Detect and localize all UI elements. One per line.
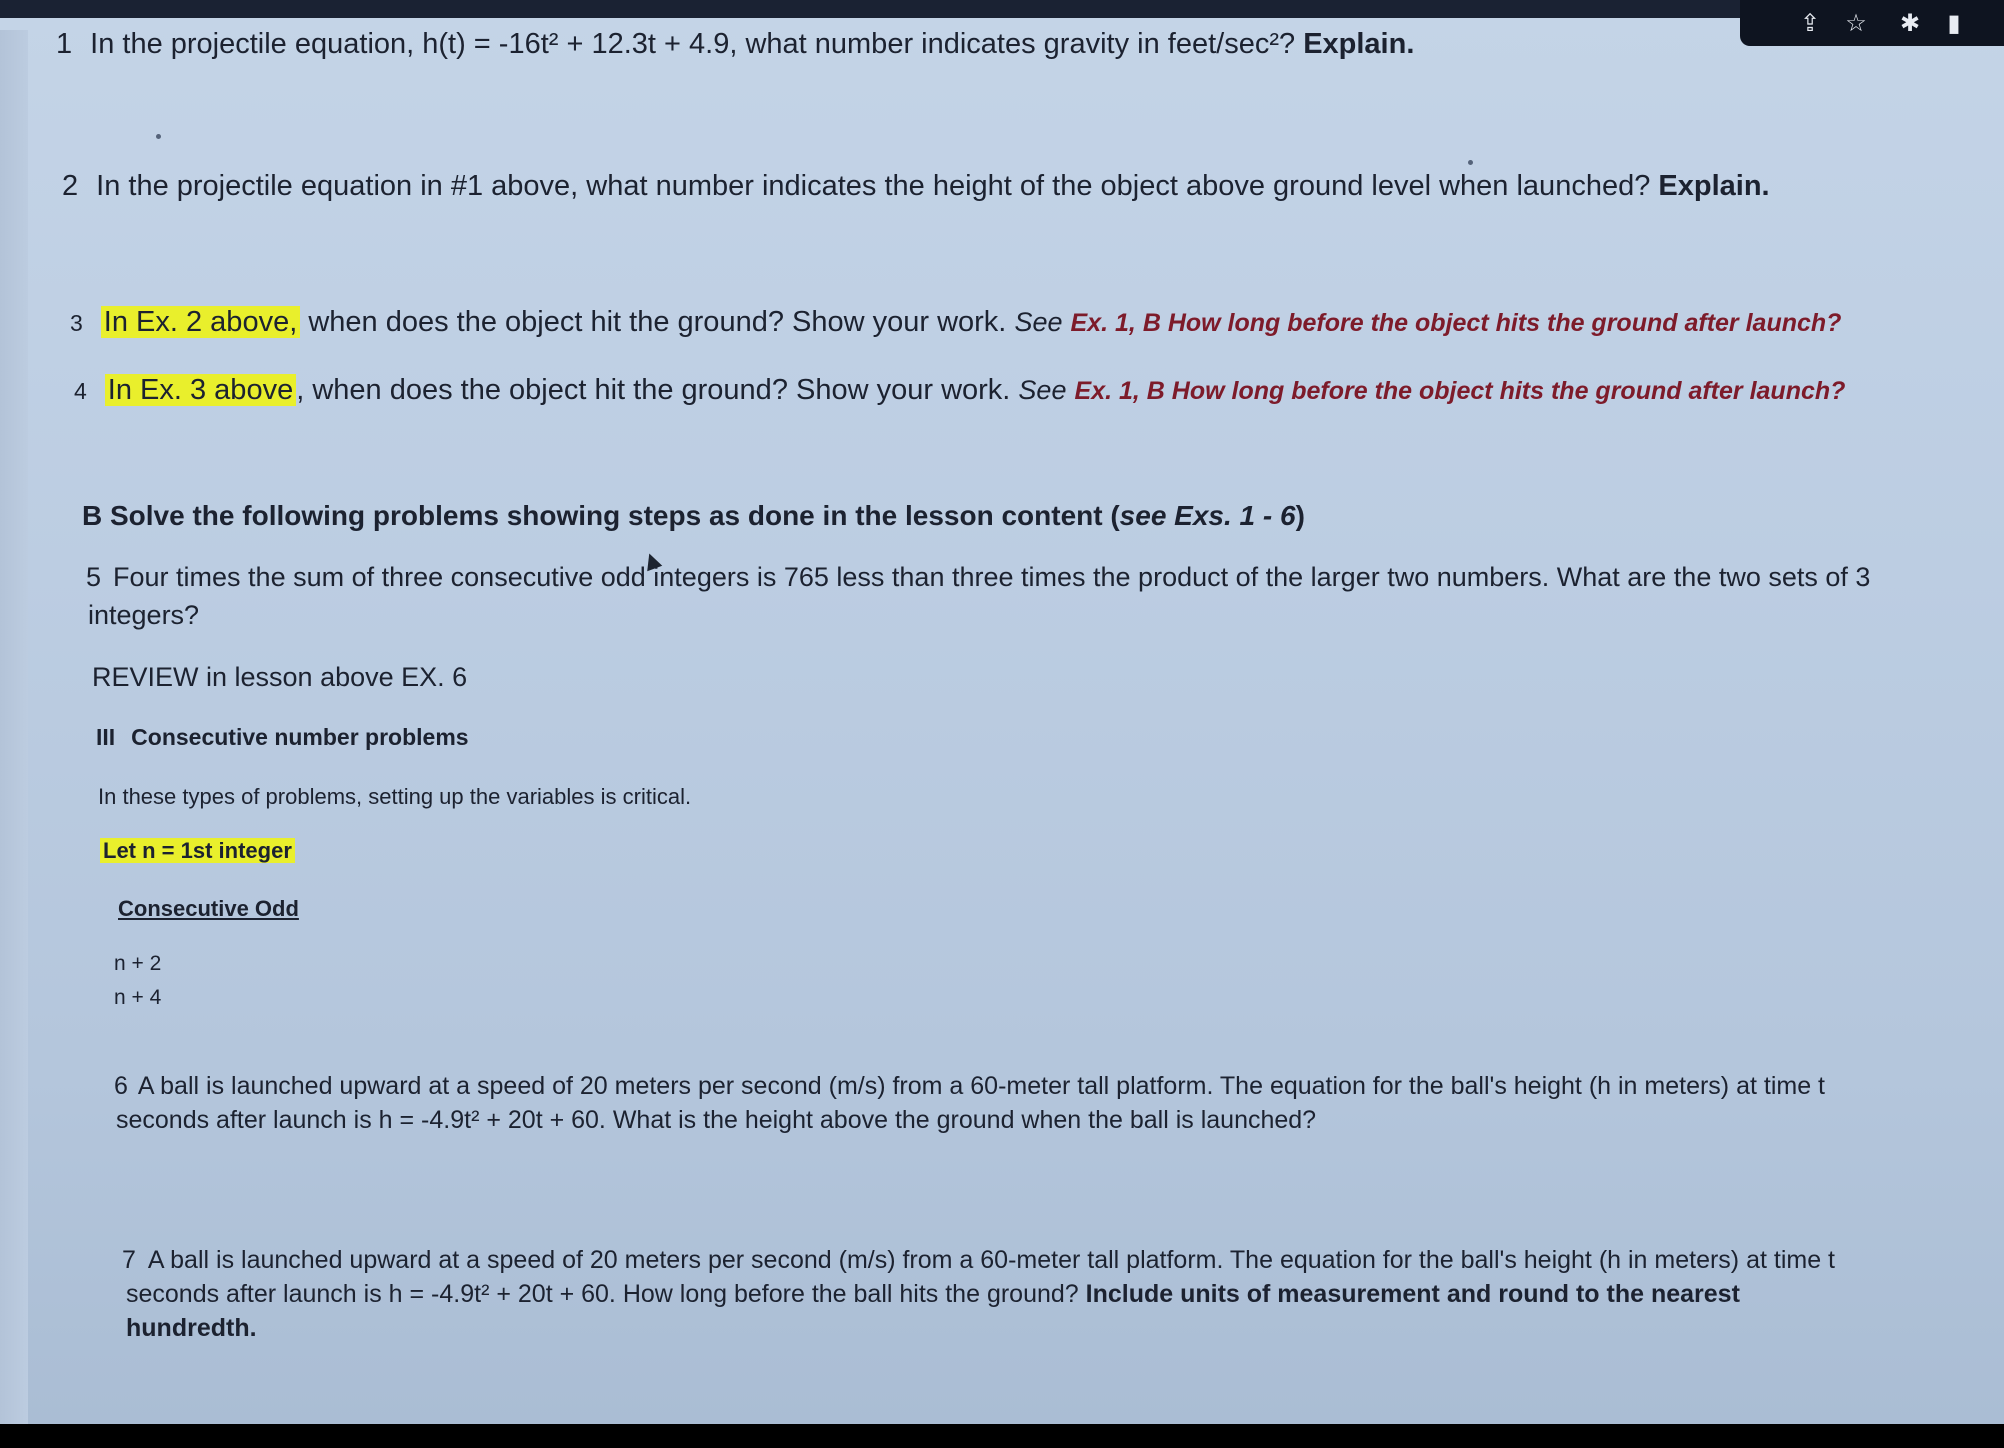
section-heading-italic: see Exs. 1 - 6 bbox=[1119, 500, 1296, 531]
roman-numeral: III bbox=[96, 724, 116, 750]
section-b-heading bbox=[82, 500, 1305, 532]
speck bbox=[156, 134, 161, 139]
sidebar-icon[interactable]: ▮ bbox=[1947, 9, 1961, 37]
share-icon[interactable]: ⇪ bbox=[1799, 9, 1821, 37]
question-text: In the projectile equation, h(t) = -16t² + 12.3t + 4.9, what number indicates gravity in feet/sec²? bbox=[90, 28, 1296, 60]
highlighted-let: Let n = 1st integer bbox=[100, 838, 295, 863]
bottom-bezel bbox=[0, 1424, 2004, 1448]
question-text: Four times the sum of three consecutive odd integers is 765 less than three times the product of the larger two numbers. What are the two sets of 3 bbox=[113, 562, 1871, 592]
question-text: In the projectile equation in #1 above, what number indicates the height of the object above ground level when launched? bbox=[96, 170, 1651, 202]
expression-n-plus-4: n + 4 bbox=[114, 986, 162, 1009]
question-text: when does the object hit the ground? Show your work. bbox=[308, 306, 1007, 338]
question-6-line-1 bbox=[114, 1072, 1825, 1101]
question-7-line-1 bbox=[122, 1246, 1835, 1275]
subheading-text: Consecutive number problems bbox=[131, 724, 469, 750]
question-number: 5 bbox=[86, 562, 102, 592]
question-text: A ball is launched upward at a speed of 20 meters per second (m/s) from a 60-meter tall platform. The equation for the ball's height (h in meters) at time t bbox=[137, 1072, 1825, 1100]
bookmark-star-icon[interactable]: ☆ bbox=[1845, 9, 1867, 37]
section-heading-close: ) bbox=[1295, 500, 1305, 531]
question-4 bbox=[74, 374, 1845, 407]
consecutive-odd-label: Consecutive Odd bbox=[118, 896, 299, 921]
question-instruction: Include units of measurement and round to the nearest bbox=[1085, 1280, 1740, 1308]
question-5-line-1 bbox=[86, 562, 1870, 593]
question-explain: Explain. bbox=[1303, 28, 1415, 60]
highlighted-text: In Ex. 3 above bbox=[105, 374, 296, 406]
example-reference: Ex. 1, B How long before the object hits the ground after launch? bbox=[1070, 309, 1842, 337]
question-number: 7 bbox=[122, 1246, 136, 1274]
highlighted-text: In Ex. 2 above, bbox=[101, 306, 300, 338]
question-explain: Explain. bbox=[1658, 170, 1770, 202]
speck bbox=[1468, 160, 1473, 165]
question-3 bbox=[70, 306, 1841, 339]
question-1 bbox=[56, 28, 1414, 61]
review-intro: In these types of problems, setting up the variables is critical. bbox=[98, 784, 692, 809]
question-7-line-2 bbox=[126, 1280, 1740, 1309]
let-statement bbox=[100, 838, 295, 864]
see-label: See bbox=[1014, 307, 1063, 337]
question-number: 4 bbox=[74, 378, 87, 404]
expression-n-plus-2: n + 2 bbox=[114, 952, 162, 975]
review-subheading bbox=[96, 724, 469, 751]
question-text: , when does the object hit the ground? Show your work. bbox=[296, 374, 1011, 406]
question-2 bbox=[62, 170, 1770, 203]
question-number: 1 bbox=[56, 28, 73, 60]
extensions-icon[interactable]: ✱ bbox=[1899, 9, 1921, 37]
question-number: 3 bbox=[70, 310, 83, 336]
question-number: 6 bbox=[114, 1072, 128, 1100]
section-heading-text: B Solve the following problems showing steps as done in the lesson content ( bbox=[82, 500, 1120, 531]
question-number: 2 bbox=[62, 170, 79, 202]
question-text: A ball is launched upward at a speed of 20 meters per second (m/s) from a 60-meter tall platform. The equation for the ball's height (h in meters) at time t bbox=[147, 1246, 1835, 1274]
question-7-line-3: hundredth. bbox=[126, 1314, 257, 1342]
question-5-line-2: integers? bbox=[88, 600, 200, 630]
question-6-line-2: seconds after launch is h = -4.9t² + 20t + 60. What is the height above the ground when the ball is launched? bbox=[116, 1106, 1317, 1134]
question-text: seconds after launch is h = -4.9t² + 20t + 60. How long before the ball hits the ground? bbox=[126, 1280, 1079, 1308]
see-label: See bbox=[1018, 375, 1067, 405]
review-title: REVIEW in lesson above EX. 6 bbox=[92, 662, 468, 692]
example-reference: Ex. 1, B How long before the object hits the ground after launch? bbox=[1074, 377, 1846, 405]
